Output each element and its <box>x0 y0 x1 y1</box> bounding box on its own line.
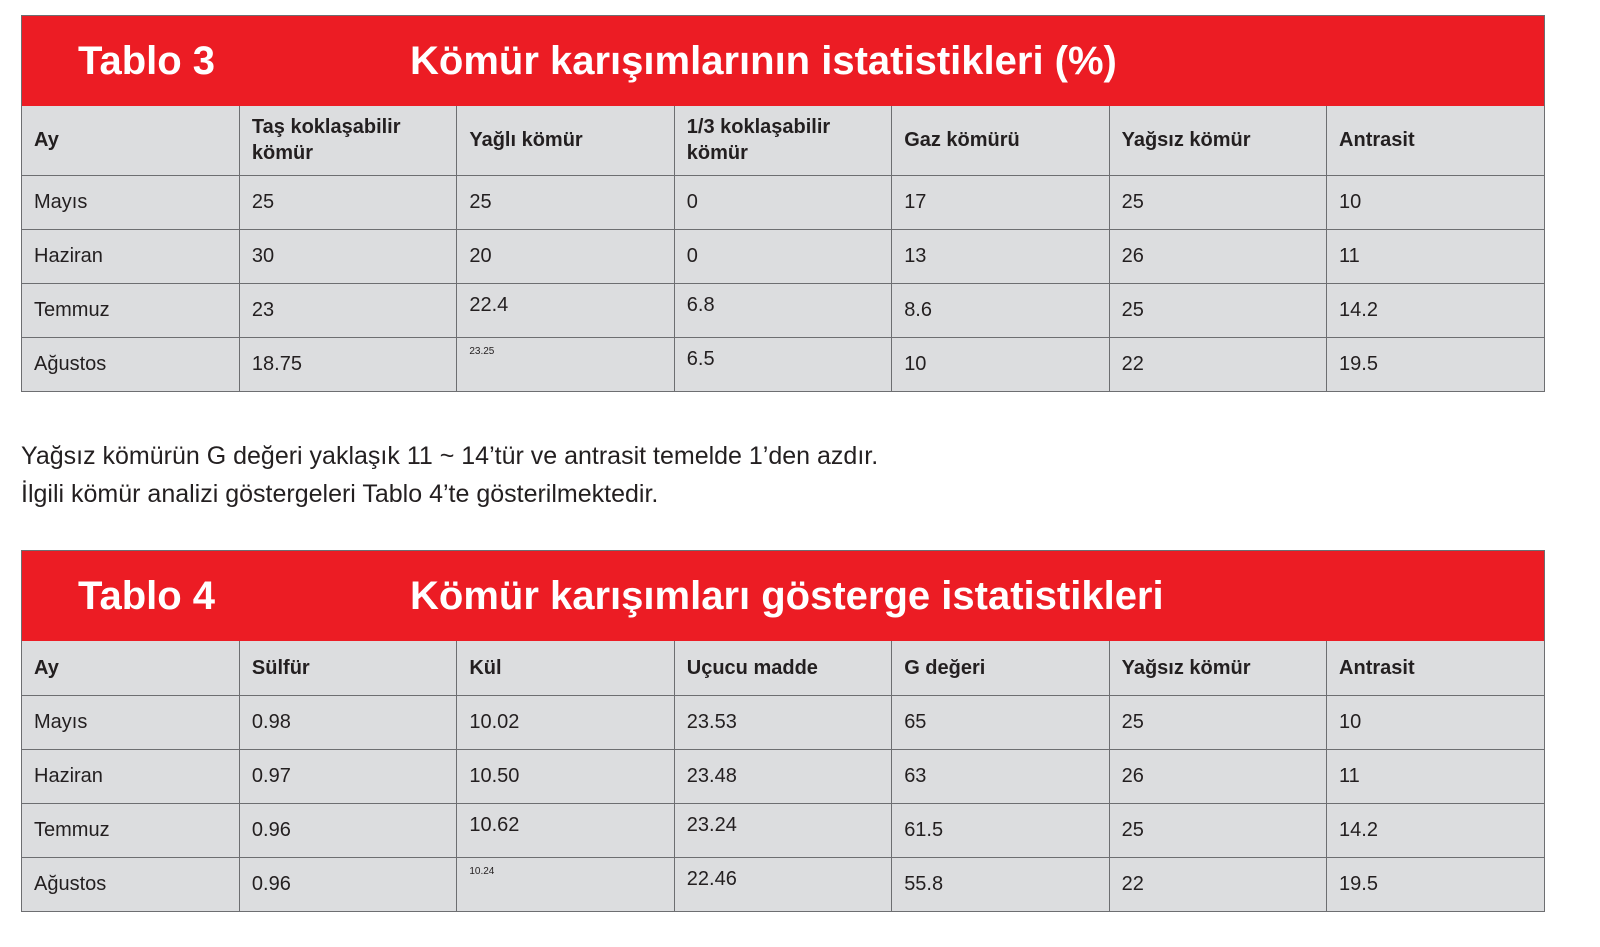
table-row <box>22 229 1544 283</box>
header-cell: Kül <box>457 641 674 695</box>
table-cell: 10.62 <box>457 803 674 857</box>
table-4 <box>21 550 1545 912</box>
table-cell: 25 <box>1109 695 1326 749</box>
table-cell: 30 <box>239 229 456 283</box>
table-cell: 18.75 <box>239 337 456 391</box>
table-cell: Ağustos <box>22 857 239 911</box>
table-row <box>22 175 1544 229</box>
table-cell: 22.46 <box>674 857 891 911</box>
table-cell: 55.8 <box>892 857 1109 911</box>
table-cell: 26 <box>1109 749 1326 803</box>
table-3-title: Kömür karışımlarının istatistikleri (%) <box>410 39 1117 83</box>
table-cell: 0.96 <box>239 803 456 857</box>
table-row <box>22 283 1544 337</box>
table-cell: Temmuz <box>22 803 239 857</box>
header-cell: Ay <box>22 106 239 175</box>
table-cell: 10.50 <box>457 749 674 803</box>
table-cell: 14.2 <box>1327 803 1544 857</box>
table-cell: Mayıs <box>22 175 239 229</box>
table-cell: 23 <box>239 283 456 337</box>
table-row <box>22 337 1544 391</box>
table-4-label: Tablo 4 <box>78 574 216 618</box>
table-cell: 23.48 <box>674 749 891 803</box>
table-cell: 10 <box>1327 175 1544 229</box>
header-cell: Sülfür <box>239 641 456 695</box>
table-4-grid <box>22 641 1544 911</box>
table-cell: 63 <box>892 749 1109 803</box>
table-cell: 25 <box>1109 175 1326 229</box>
table-cell: 10 <box>892 337 1109 391</box>
table-cell: 8.6 <box>892 283 1109 337</box>
body-paragraph <box>21 437 1561 513</box>
table-cell: 23.53 <box>674 695 891 749</box>
header-cell: Yağsız kömür <box>1109 106 1326 175</box>
table-row <box>22 857 1544 911</box>
header-cell: Ay <box>22 641 239 695</box>
table-row <box>22 749 1544 803</box>
table-cell: 0.97 <box>239 749 456 803</box>
header-cell: Uçucu madde <box>674 641 891 695</box>
header-cell: 1/3 koklaşabilir kömür <box>674 106 891 175</box>
table-cell: 23.24 <box>674 803 891 857</box>
table-cell: 0 <box>674 175 891 229</box>
table-3 <box>21 15 1545 392</box>
table-cell: 26 <box>1109 229 1326 283</box>
table-cell: 11 <box>1327 749 1544 803</box>
table-cell: Haziran <box>22 229 239 283</box>
table-cell: 19.5 <box>1327 337 1544 391</box>
table-cell: Haziran <box>22 749 239 803</box>
table-cell: Ağustos <box>22 337 239 391</box>
table-cell: 22.4 <box>457 283 674 337</box>
table-cell: 65 <box>892 695 1109 749</box>
header-cell: Antrasit <box>1327 106 1544 175</box>
table-cell: 11 <box>1327 229 1544 283</box>
table-header-row <box>22 641 1544 695</box>
header-cell: Antrasit <box>1327 641 1544 695</box>
table-header-row <box>22 106 1544 175</box>
paragraph-line-1: Yağsız kömürün G değeri yaklaşık 11 ~ 14’tür ve antrasit temelde 1’den azdır. <box>21 442 879 470</box>
table-cell: 19.5 <box>1327 857 1544 911</box>
table-cell: 25 <box>239 175 456 229</box>
table-3-banner <box>22 16 1544 106</box>
table-cell: 0 <box>674 229 891 283</box>
table-4-banner <box>22 551 1544 641</box>
table-cell: 23.25 <box>457 337 674 391</box>
table-row <box>22 695 1544 749</box>
header-cell: Gaz kömürü <box>892 106 1109 175</box>
table-cell: 0.96 <box>239 857 456 911</box>
table-cell: 20 <box>457 229 674 283</box>
table-cell: 25 <box>457 175 674 229</box>
table-cell: Mayıs <box>22 695 239 749</box>
table-cell: 13 <box>892 229 1109 283</box>
table-cell: 6.8 <box>674 283 891 337</box>
table-cell: 25 <box>1109 283 1326 337</box>
table-cell: 25 <box>1109 803 1326 857</box>
table-cell: 0.98 <box>239 695 456 749</box>
table-cell: 22 <box>1109 857 1326 911</box>
table-3-label: Tablo 3 <box>78 39 216 83</box>
header-cell: Taş koklaşabilir kömür <box>239 106 456 175</box>
table-cell: 10.02 <box>457 695 674 749</box>
table-cell: 61.5 <box>892 803 1109 857</box>
table-cell: 6.5 <box>674 337 891 391</box>
table-row <box>22 803 1544 857</box>
table-cell: 17 <box>892 175 1109 229</box>
table-cell: 14.2 <box>1327 283 1544 337</box>
table-3-grid <box>22 106 1544 391</box>
header-cell: Yağlı kömür <box>457 106 674 175</box>
table-cell: 22 <box>1109 337 1326 391</box>
header-cell: G değeri <box>892 641 1109 695</box>
table-cell: Temmuz <box>22 283 239 337</box>
table-4-title: Kömür karışımları gösterge istatistikleri <box>410 574 1164 618</box>
paragraph-line-2: İlgili kömür analizi göstergeleri Tablo 4’te gösterilmektedir. <box>21 480 659 508</box>
header-cell: Yağsız kömür <box>1109 641 1326 695</box>
table-cell: 10 <box>1327 695 1544 749</box>
table-cell: 10.24 <box>457 857 674 911</box>
